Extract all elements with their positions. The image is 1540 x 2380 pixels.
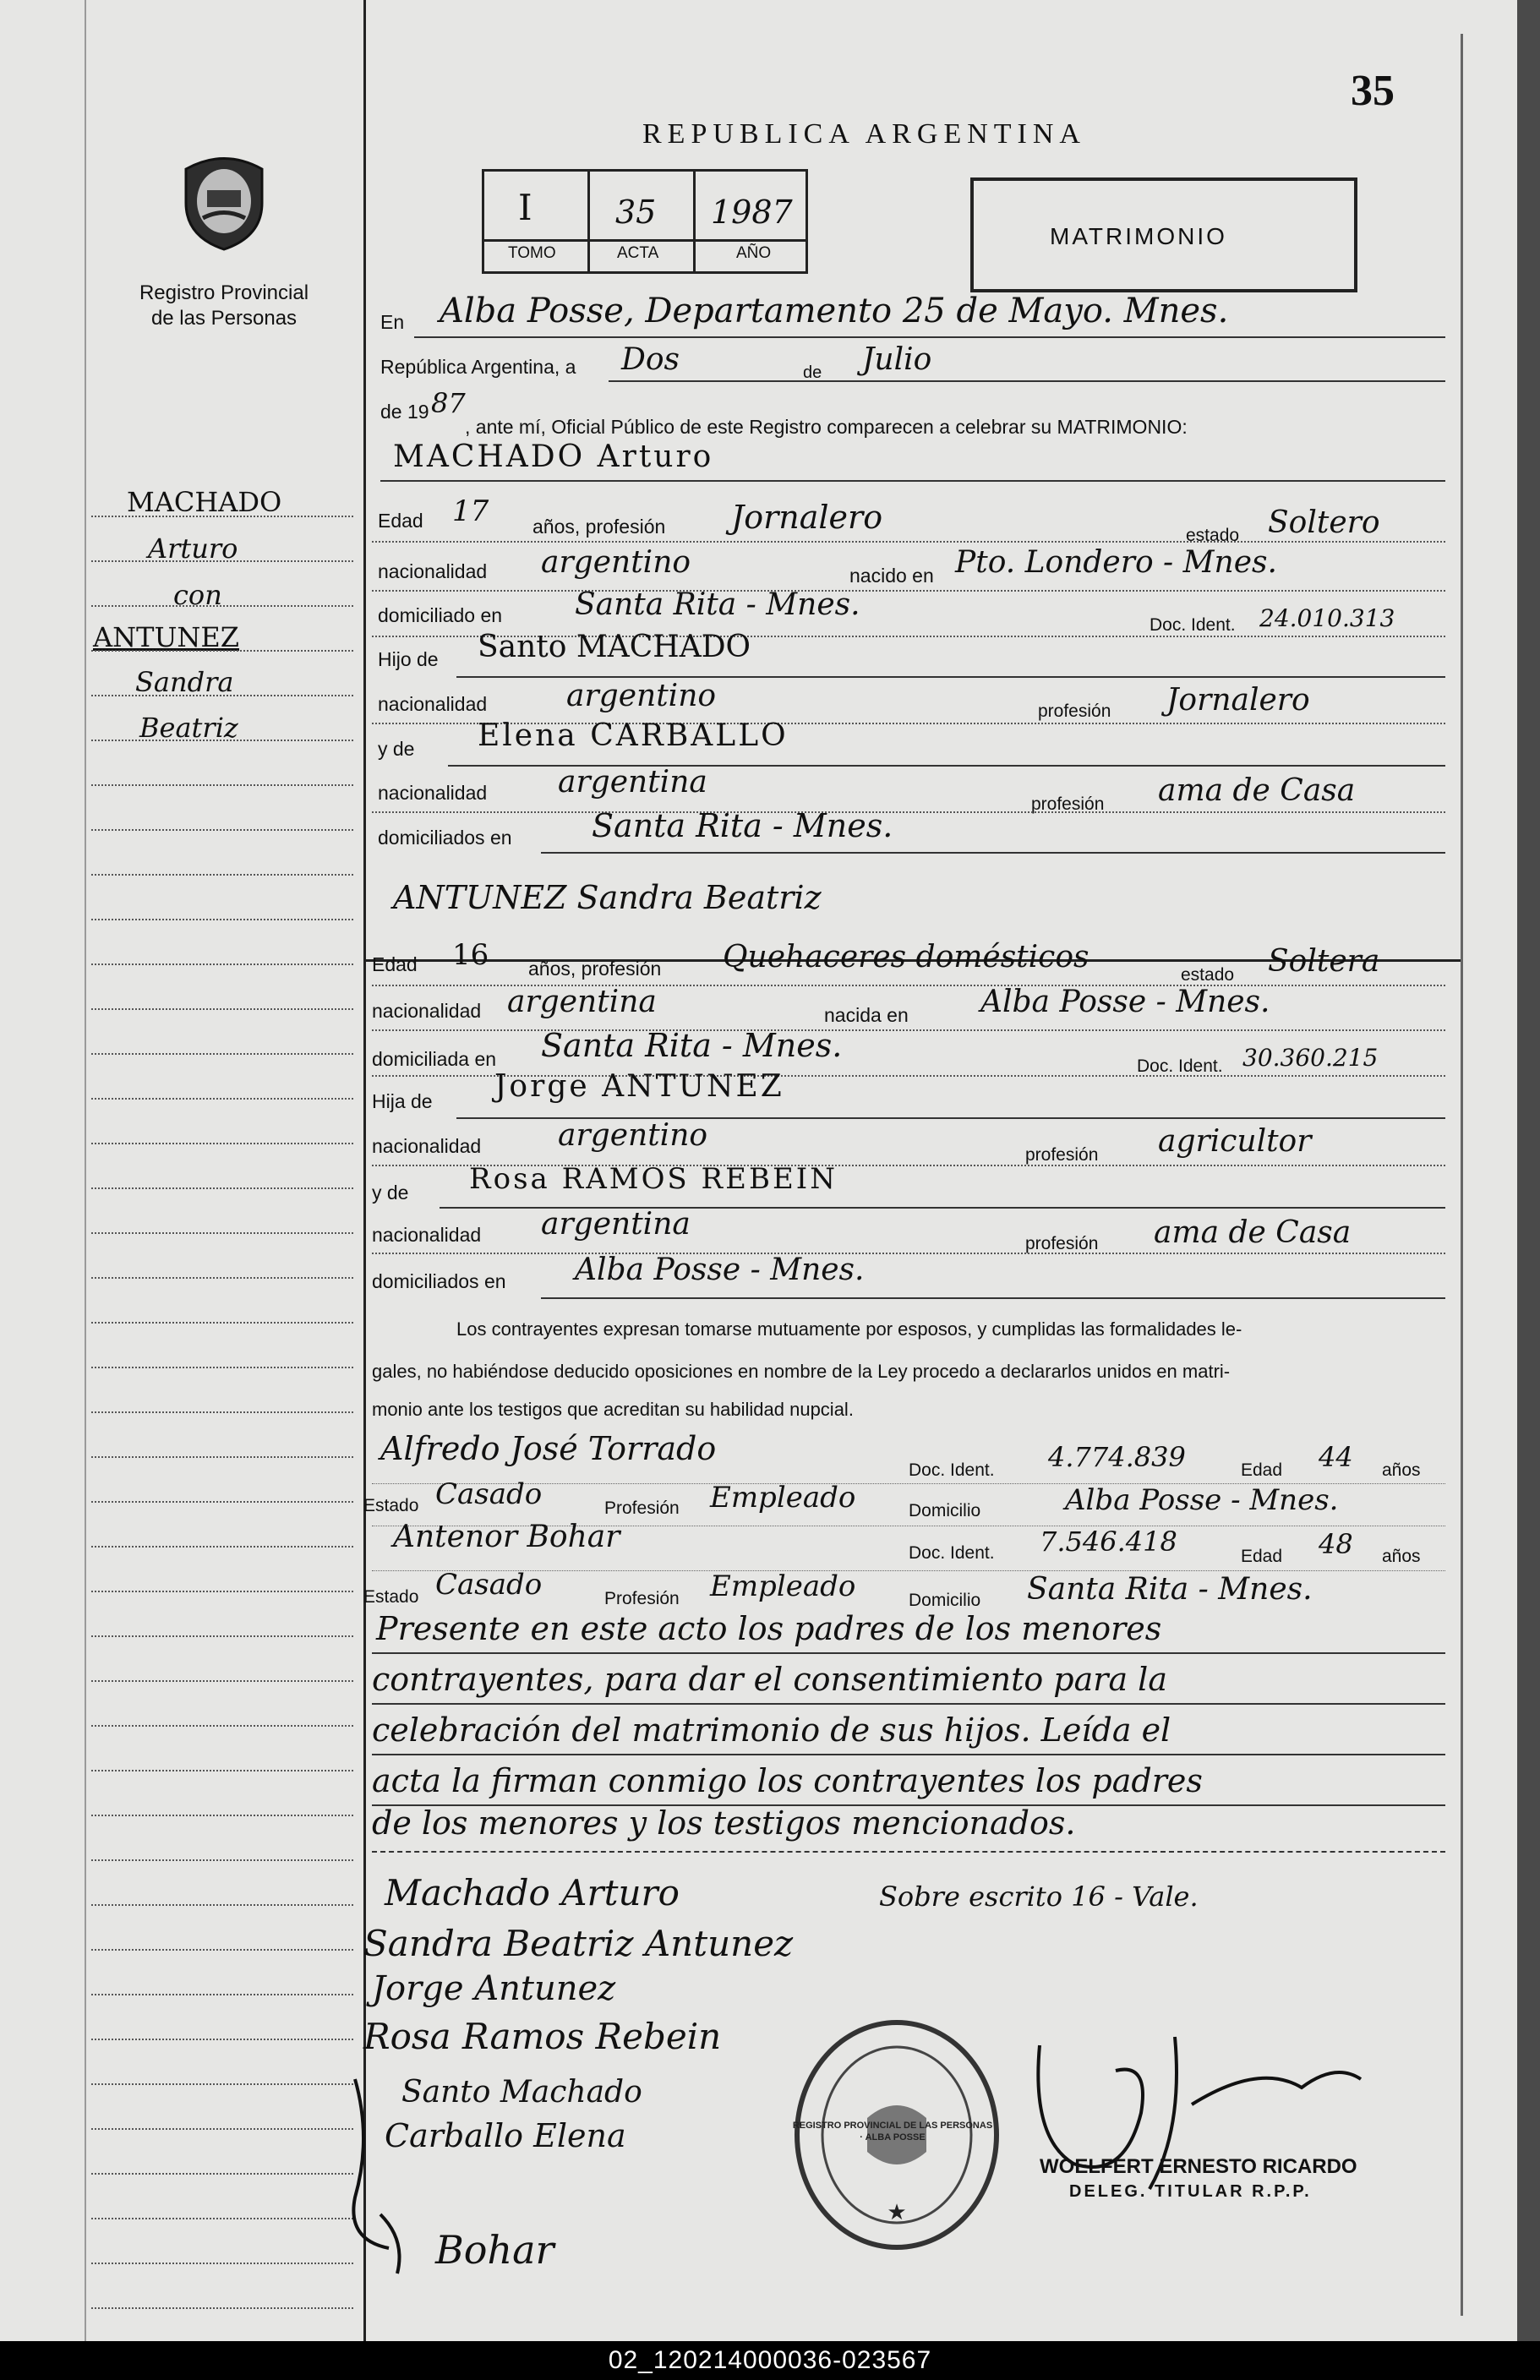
margin-rule xyxy=(91,1232,353,1234)
signature-groom-mother: Carballo Elena xyxy=(385,2117,626,2154)
anio-label: AÑO xyxy=(736,244,772,262)
witness-2-estado-label: Estado xyxy=(363,1587,419,1607)
margin-rule xyxy=(91,605,353,607)
margin-name-3: con xyxy=(173,579,222,611)
bride-padres-dom-label: domiciliados en xyxy=(372,1270,506,1292)
groom-nacido-label: nacido en xyxy=(849,565,934,587)
margin-rule xyxy=(91,1680,353,1682)
witness-2-dom: Santa Rita - Mnes. xyxy=(1027,1572,1313,1607)
margin-name-6: Beatriz xyxy=(139,712,238,744)
witness-1-estado: Casado xyxy=(435,1477,543,1511)
tomo-value: I xyxy=(518,187,532,228)
signature-bride-father: Jorge Antunez xyxy=(372,1969,616,2008)
bride-padre-nac-label: nacionalidad xyxy=(372,1135,482,1157)
margin-name-2: Arturo xyxy=(148,532,238,565)
margin-rule xyxy=(91,1411,353,1413)
groom-padre-nac-label: nacionalidad xyxy=(378,693,488,715)
bride-estado: Soltera xyxy=(1268,944,1380,979)
declaration-line-3: monio ante los testigos que acreditan su habilidad nupcial. xyxy=(372,1399,854,1420)
country-heading: REPUBLICA ARGENTINA xyxy=(642,118,1086,150)
witness-1-anos-label: años xyxy=(1382,1460,1421,1480)
margin-rule xyxy=(91,1277,353,1279)
year-prefix: de 19 xyxy=(380,401,429,423)
bride-nacido: Alba Posse - Mnes. xyxy=(980,985,1270,1019)
groom-edad-label: Edad xyxy=(378,510,423,532)
witness-1-edad: 44 xyxy=(1319,1441,1353,1473)
margin-rule xyxy=(91,1187,353,1189)
witness-1-estado-label: Estado xyxy=(363,1496,419,1515)
margin-rule xyxy=(91,1635,353,1637)
margin-rule xyxy=(91,2263,353,2264)
declaration-line-2: gales, no habiéndose deducido oposiciones en nombre de la Ley procedo a declararlos unidos en matri- xyxy=(372,1361,1231,1382)
official-stamp-text: REGISTRO PROVINCIAL DE LAS PERSONAS · ALBA POSSE xyxy=(792,2121,993,2143)
year-suffix: 87 xyxy=(431,387,466,419)
intro-month: Julio xyxy=(862,342,932,377)
tomo-label: TOMO xyxy=(508,244,556,262)
bride-padre-prof-label: profesión xyxy=(1025,1145,1099,1165)
intro-day: Dos xyxy=(621,342,680,377)
column-divider xyxy=(363,0,366,2341)
margin-rule xyxy=(91,650,353,652)
republica-label: República Argentina, a xyxy=(380,356,576,378)
witness-1-doc-label: Doc. Ident. xyxy=(909,1460,995,1480)
margin-rule xyxy=(91,1008,353,1010)
groom-nac-label: nacionalidad xyxy=(378,560,488,582)
witness-2-dom-label: Domicilio xyxy=(909,1591,981,1610)
bride-madre-nac-label: nacionalidad xyxy=(372,1224,482,1246)
witness-2-edad-label: Edad xyxy=(1241,1547,1283,1566)
intro-place: Alba Posse, Departamento 25 de Mayo. Mnes. xyxy=(440,292,1229,330)
margin-rule xyxy=(91,1770,353,1771)
witness-1-dom: Alba Posse - Mnes. xyxy=(1065,1483,1339,1517)
acta-label: ACTA xyxy=(617,244,659,262)
margin-name-5: Sandra xyxy=(135,666,234,698)
bride-profesion: Quehaceres domésticos xyxy=(723,940,1089,974)
line-bride-8 xyxy=(541,1297,1445,1299)
registry-label: Registro Provincial de las Personas xyxy=(139,281,309,330)
witness-1-prof-label: Profesión xyxy=(604,1498,680,1518)
official-stamp xyxy=(792,2020,999,2250)
de-label: de xyxy=(803,363,822,382)
erratum-note: Sobre escrito 16 - Vale. xyxy=(879,1881,1199,1913)
line-place xyxy=(414,336,1445,338)
margin-rule xyxy=(91,1994,353,1995)
note-line-1: Presente en este acto los padres de los menores xyxy=(376,1610,1162,1647)
line-date xyxy=(609,380,1445,382)
line-bride-7 xyxy=(372,1253,1445,1254)
line-groom-2 xyxy=(372,590,1445,592)
signature-flourish-left xyxy=(338,2071,490,2282)
margin-rule xyxy=(91,1904,353,1906)
margin-rule xyxy=(91,1322,353,1324)
groom-madre-nac-label: nacionalidad xyxy=(378,782,488,804)
margin-rule xyxy=(91,1591,353,1592)
witness-2-name: Antenor Bohar xyxy=(393,1520,620,1554)
groom-madre-nac: argentina xyxy=(558,765,707,800)
groom-padre-nac: argentino xyxy=(566,679,717,713)
margin-rule xyxy=(91,963,353,965)
margin-rule xyxy=(91,1456,353,1458)
margin-rule xyxy=(91,874,353,876)
groom-madre-prof: ama de Casa xyxy=(1158,773,1356,808)
bride-madre-prof-label: profesión xyxy=(1025,1234,1099,1253)
groom-estado: Soltero xyxy=(1268,505,1380,540)
groom-padre-prof-label: profesión xyxy=(1038,701,1111,721)
bride-doc-label: Doc. Ident. xyxy=(1137,1056,1223,1076)
groom-doc-label: Doc. Ident. xyxy=(1150,615,1236,635)
groom-padres-dom-label: domiciliados en xyxy=(378,827,512,849)
witness-2-anos-label: años xyxy=(1382,1547,1421,1566)
margin-name-4: ANTUNEZ xyxy=(93,621,240,653)
groom-profesion: Jornalero xyxy=(731,499,883,536)
witness-2-doc: 7.546.418 xyxy=(1040,1526,1177,1558)
provincial-seal xyxy=(169,144,279,254)
signature-bride-mother: Rosa Ramos Rebein xyxy=(363,2016,722,2057)
margin-rule xyxy=(91,2128,353,2130)
bride-nacionalidad: argentina xyxy=(507,985,657,1019)
line-bride-2 xyxy=(372,1029,1445,1031)
margin-rule xyxy=(91,740,353,741)
margin-name-1: MACHADO xyxy=(127,486,282,518)
margin-rule xyxy=(91,695,353,696)
witness-1-name: Alfredo José Torrado xyxy=(380,1430,717,1467)
bride-edad-label: Edad xyxy=(372,953,418,975)
signature-groom: Machado Arturo xyxy=(385,1872,680,1913)
witness-2-prof-label: Profesión xyxy=(604,1589,680,1608)
groom-padre-label: Hijo de xyxy=(378,648,439,670)
bride-padre-label: Hija de xyxy=(372,1090,433,1112)
margin-rule xyxy=(91,2218,353,2219)
margin-rule xyxy=(91,1143,353,1144)
bride-madre-prof: ama de Casa xyxy=(1154,1215,1352,1250)
groom-estado-label: estado xyxy=(1186,526,1240,545)
note-rule-5 xyxy=(372,1851,1445,1853)
line-groom-7 xyxy=(372,811,1445,813)
witness-2-edad: 48 xyxy=(1319,1528,1353,1560)
signature-bride: Sandra Beatriz Antunez xyxy=(363,1923,794,1964)
margin-rule xyxy=(91,1815,353,1816)
margin-rule xyxy=(91,1501,353,1503)
bride-doc: 30.360.215 xyxy=(1242,1044,1379,1072)
witness-1-prof: Empleado xyxy=(710,1481,856,1515)
intro-sentence: , ante mí, Oficial Público de este Registro comparecen a celebrar su MATRIMONIO: xyxy=(465,416,1188,438)
margin-divider xyxy=(85,0,86,2341)
margin-rule xyxy=(91,1367,353,1368)
note-rule-1 xyxy=(372,1652,1445,1654)
anio-value: 1987 xyxy=(711,194,793,231)
acta-value: 35 xyxy=(615,194,657,231)
groom-madre-label: y de xyxy=(378,738,415,760)
bride-estado-label: estado xyxy=(1181,965,1235,985)
bride-anos-prof-label: años, profesión xyxy=(528,958,662,980)
witness-2-estado: Casado xyxy=(435,1568,543,1602)
stamp-star: ★ xyxy=(887,2199,907,2224)
note-line-5: de los menores y los testigos mencionados. xyxy=(372,1804,1076,1842)
margin-rule xyxy=(91,2083,353,2085)
bride-name: ANTUNEZ Sandra Beatriz xyxy=(393,879,822,916)
note-line-2: contrayentes, para dar el consentimiento para la xyxy=(372,1661,1167,1698)
officer-title: DELEG. TITULAR R.P.P. xyxy=(1069,2182,1312,2201)
groom-padres-dom: Santa Rita - Mnes. xyxy=(592,807,893,844)
declaration-line-1: Los contrayentes expresan tomarse mutuamente por esposos, y cumplidas las formalidades le- xyxy=(456,1318,1242,1340)
groom-padre-prof: Jornalero xyxy=(1166,683,1310,718)
bride-dom-label: domiciliada en xyxy=(372,1048,497,1070)
note-line-4: acta la firman conmigo los contrayentes los padres xyxy=(372,1762,1203,1799)
line-groom-1 xyxy=(372,541,1445,543)
margin-rule xyxy=(91,1546,353,1548)
groom-doc: 24.010.313 xyxy=(1259,604,1395,632)
record-type-box xyxy=(970,177,1357,292)
page-number: 35 xyxy=(1351,67,1395,115)
groom-padre: Santo MACHADO xyxy=(478,630,751,664)
groom-madre: Elena CARBALLO xyxy=(478,718,789,753)
witness-2-doc-label: Doc. Ident. xyxy=(909,1543,995,1563)
groom-name: MACHADO Arturo xyxy=(393,439,714,474)
margin-rule xyxy=(91,2039,353,2040)
groom-madre-prof-label: profesión xyxy=(1031,794,1105,814)
signature-witness: Bohar xyxy=(435,2227,554,2273)
margin-rule xyxy=(91,1098,353,1100)
bride-padre-nac: argentino xyxy=(558,1118,708,1153)
witness-1-doc: 4.774.839 xyxy=(1048,1441,1186,1473)
witness-1-dom-label: Domicilio xyxy=(909,1501,981,1520)
en-label: En xyxy=(380,311,405,333)
groom-dom-label: domiciliado en xyxy=(378,604,503,626)
groom-edad: 17 xyxy=(452,494,489,528)
note-rule-2 xyxy=(372,1703,1445,1705)
margin-rule xyxy=(91,2307,353,2309)
margin-rule xyxy=(91,829,353,831)
bride-padres-dom: Alba Posse - Mnes. xyxy=(575,1253,865,1287)
margin-rule xyxy=(91,516,353,517)
margin-rule xyxy=(91,2173,353,2175)
groom-nacionalidad: argentino xyxy=(541,545,691,580)
bride-nac-label: nacionalidad xyxy=(372,1000,482,1022)
bride-nacido-label: nacida en xyxy=(824,1004,909,1026)
groom-nacido: Pto. Londero - Mnes. xyxy=(955,545,1277,580)
margin-rule xyxy=(91,560,353,562)
book-binding xyxy=(1517,0,1540,2341)
margin-rule xyxy=(91,919,353,920)
bride-madre: Rosa RAMOS REBEIN xyxy=(469,1162,838,1196)
groom-anos-prof-label: años, profesión xyxy=(532,516,666,538)
note-rule-3 xyxy=(372,1754,1445,1755)
witness-2-prof: Empleado xyxy=(710,1569,856,1603)
margin-rule xyxy=(91,784,353,786)
groom-domicilio: Santa Rita - Mnes. xyxy=(575,587,860,622)
bride-padre-prof: agricultor xyxy=(1158,1124,1312,1159)
officer-name: WOELFERT ERNESTO RICARDO xyxy=(1040,2155,1357,2178)
line-groom-8 xyxy=(541,852,1445,854)
bride-padre: Jorge ANTUNEZ xyxy=(494,1069,784,1104)
record-type: MATRIMONIO xyxy=(1050,223,1227,249)
signature-groom-father: Santo Machado xyxy=(401,2075,642,2110)
margin-rule xyxy=(91,1859,353,1861)
bride-domicilio: Santa Rita - Mnes. xyxy=(541,1027,843,1064)
note-line-3: celebración del matrimonio de sus hijos. Leída el xyxy=(372,1711,1171,1749)
line-groom-4 xyxy=(456,676,1445,678)
witness-1-edad-label: Edad xyxy=(1241,1460,1283,1480)
record-number-box xyxy=(482,169,808,274)
margin-rule xyxy=(91,1725,353,1727)
bride-edad: 16 xyxy=(452,938,489,972)
margin-rule xyxy=(91,1053,353,1055)
right-border xyxy=(1461,34,1463,2316)
footer-id: 02_120214000036-023567 xyxy=(0,2341,1540,2380)
bride-madre-label: y de xyxy=(372,1182,409,1204)
line-groom-name xyxy=(380,480,1445,482)
margin-rule xyxy=(91,1949,353,1951)
bride-madre-nac: argentina xyxy=(541,1207,691,1242)
